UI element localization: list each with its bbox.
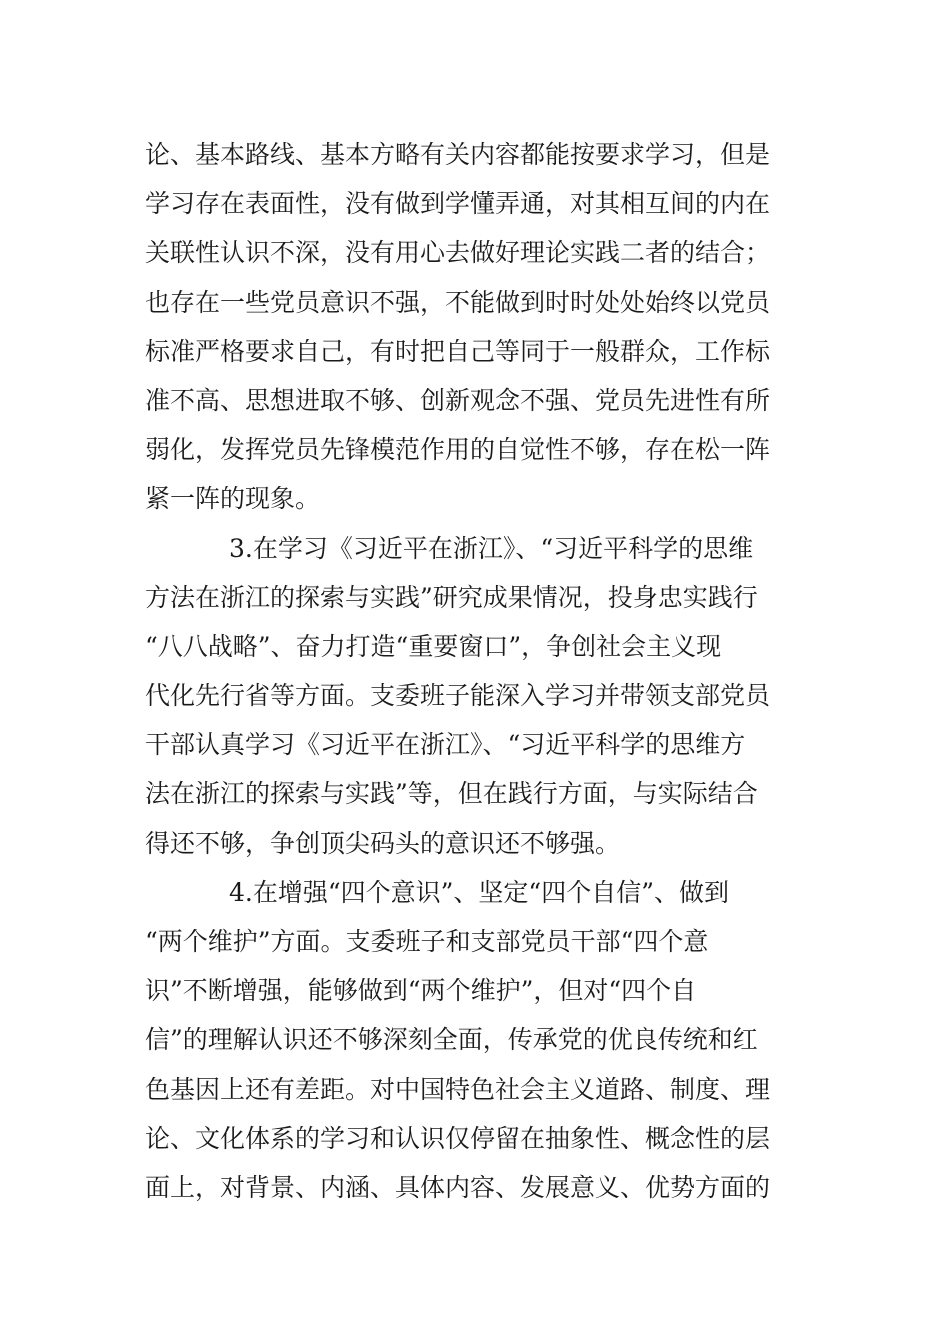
- text-line: “两个维护”方面。支委班子和支部党员干部“四个意: [145, 927, 709, 956]
- text-line: 关联性认识不深，没有用心去做好理论实践二者的结合；: [145, 238, 771, 268]
- text-line: 标准严格要求自己，有时把自己等同于一般群众，工作标: [145, 336, 771, 366]
- text-line: 得还不够，争创顶尖码头的意识还不够强。: [145, 828, 621, 858]
- text-line: 识”不断增强，能够做到“两个维护”，但对“四个自: [145, 976, 697, 1006]
- text-line: 弱化，发挥党员先锋模范作用的自觉性不够，存在松一阵: [145, 435, 771, 465]
- text-line: 准不高、思想进取不够、创新观念不强、党员先进性有所: [145, 385, 771, 415]
- text-line: 方法在浙江的探索与实践”研究成果情况，投身忠实践行: [145, 582, 758, 612]
- text-line: 学习存在表面性，没有做到学懂弄通，对其相互间的内在: [145, 189, 771, 219]
- text-line: 论、基本路线、基本方略有关内容都能按要求学习，但是: [145, 140, 771, 169]
- paragraph-4-first-line: 4.在增强“四个意识”、坚定“四个自信”、做到: [229, 877, 729, 907]
- text-line: “八八战略”、奋力打造“重要窗口”，争创社会主义现: [145, 631, 722, 661]
- text-line: 色基因上还有差距。对中国特色社会主义道路、制度、理: [145, 1074, 771, 1104]
- paragraph-3-first-line: 3.在学习《习近平在浙江》、“习近平科学的思维: [229, 533, 754, 563]
- text-line: 论、文化体系的学习和认识仅停留在抽象性、概念性的层: [145, 1123, 771, 1153]
- text-line: 法在浙江的探索与实践”等，但在践行方面，与实际结合: [145, 779, 758, 809]
- document-body: [145, 130, 810, 1212]
- text-line: 代化先行省等方面。支委班子能深入学习并带领支部党员: [145, 681, 771, 711]
- text-line: 信”的理解认识还不够深刻全面，传承党的优良传统和红: [145, 1025, 758, 1055]
- text-line: 面上，对背景、内涵、具体内容、发展意义、优势方面的: [145, 1172, 771, 1202]
- text-line: 也存在一些党员意识不强，不能做到时时处处始终以党员: [145, 287, 771, 317]
- text-line: 干部认真学习《习近平在浙江》、“习近平科学的思维方: [145, 730, 746, 760]
- text-line: 紧一阵的现象。: [145, 484, 321, 514]
